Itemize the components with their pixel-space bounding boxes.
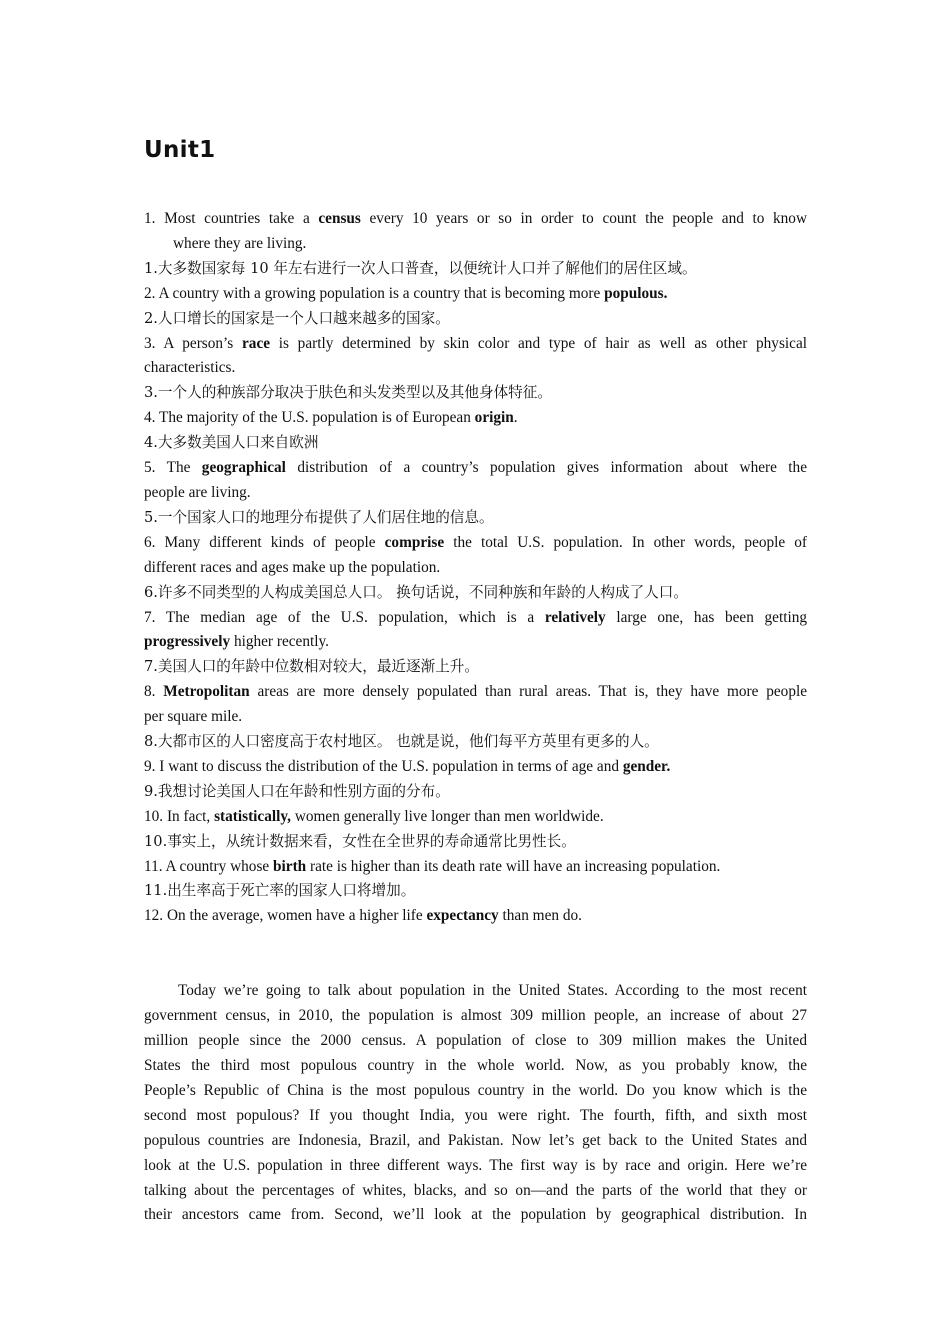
sentence-text: 11. A country whose <box>144 857 274 875</box>
chinese-translation: 6.许多不同类型的人构成美国总人口。 换句话说，不同种族和年龄的人构成了人口。 <box>144 583 688 601</box>
chinese-translation: 9.我想讨论美国人口在年龄和性别方面的分布。 <box>144 782 450 800</box>
sentence-text: 9. I want to discuss the distribution of the U.S. population in terms of age and <box>144 757 623 775</box>
english-sentence-continued: where they are living. <box>173 234 307 252</box>
english-sentence <box>144 855 807 880</box>
paragraph-line: million people since the 2000 census. A population of close to 309 million makes the United <box>144 1032 807 1050</box>
vocab-term: origin <box>474 409 514 427</box>
vocab-term: comprise <box>384 533 445 551</box>
chinese-translation: 11.出生率高于死亡率的国家人口将增加。 <box>144 882 416 900</box>
sentence-text: 7. The median age of the U.S. population, which is a <box>144 608 545 626</box>
paragraph-line: States the third most populous country in the whole world. Now, as you probably know, the <box>144 1057 807 1074</box>
chinese-translation: 5.一个国家人口的地理分布提供了人们居住地的信息。 <box>144 508 494 526</box>
sentence-text: every 10 years or so in order to count the people and to know <box>360 210 808 227</box>
english-sentence <box>144 531 807 556</box>
vocab-term: populous. <box>604 284 668 302</box>
sentence-text: the total U.S. population. In other words, people of <box>444 533 808 551</box>
english-sentence <box>144 805 807 830</box>
vocab-term: expectancy <box>426 907 499 925</box>
vocab-term: progressively <box>144 633 231 651</box>
page-title: Unit1 <box>144 137 216 163</box>
vocab-term: birth <box>273 857 307 875</box>
paragraph-line: talking about the percentages of whites, blacks, and so on—and the parts of the world that they or <box>144 1181 807 1199</box>
sentence-text: than men do. <box>498 907 582 925</box>
english-sentence <box>144 332 807 357</box>
sentence-text: large one, has been getting <box>605 608 808 626</box>
paragraph-line: Today we’re going to talk about population in the United States. According to the most recent <box>178 982 807 1000</box>
chinese-translation: 8.大都市区的人口密度高于农村地区。 也就是说，他们每平方英里有更多的人。 <box>144 733 659 751</box>
sentence-text: 4. The majority of the U.S. population is of European <box>144 409 475 427</box>
english-sentence <box>144 456 807 481</box>
paragraph-line: People’s Republic of China is the most populous country in the world. Do you know which is the <box>144 1081 807 1099</box>
chinese-translation: 7.美国人口的年龄中位数相对较大，最近逐渐上升。 <box>144 658 479 676</box>
sentence-text: 12. On the average, women have a higher life <box>144 907 427 925</box>
english-sentence <box>144 282 807 307</box>
english-sentence-continued: per square mile. <box>144 708 243 726</box>
english-sentence-continued <box>144 630 807 655</box>
chinese-translation: 4.大多数美国人口来自欧洲 <box>144 434 319 452</box>
sentence-text: 10. In fact, <box>144 807 215 825</box>
sentence-text: . <box>513 409 518 427</box>
sentence-text: 3. A person’s <box>144 334 242 352</box>
english-sentence <box>144 904 807 929</box>
sentence-text: distribution of a country’s population gives information about where the <box>285 459 807 477</box>
paragraph-line: look at the U.S. population in three different ways. The first way is by race and origin. Here we’re <box>144 1156 807 1174</box>
sentence-text: women generally live longer than men worldwide. <box>291 807 604 825</box>
english-sentence <box>144 406 807 431</box>
paragraph-line: populous countries are Indonesia, Brazil, and Pakistan. Now let’s get back to the United States and <box>144 1131 807 1149</box>
sentence-text: 1. Most countries take a <box>144 210 319 227</box>
lecture-paragraph <box>144 979 807 1228</box>
vocab-term: census <box>318 210 361 227</box>
vocab-term: Metropolitan <box>163 683 250 701</box>
vocab-term: gender. <box>622 757 671 775</box>
english-sentence-continued: characteristics. <box>144 359 236 377</box>
section-gap <box>144 929 807 979</box>
document-body <box>144 207 807 1228</box>
english-sentence <box>144 680 807 705</box>
vocab-term: statistically, <box>214 807 291 825</box>
sentence-text: 8. <box>144 683 164 701</box>
sentence-text: 2. A country with a growing population is a country that is becoming more <box>144 284 605 302</box>
english-sentence <box>144 606 807 631</box>
english-sentence-continued: people are living. <box>144 483 251 501</box>
vocab-term: relatively <box>544 608 606 626</box>
paragraph-line: government census, in 2010, the population is almost 309 million people, an increase of about 27 <box>144 1007 807 1025</box>
english-sentence-continued: different races and ages make up the population. <box>144 558 441 576</box>
paragraph-line: second most populous? If you thought India, you were right. The fourth, fifth, and sixth most <box>144 1106 807 1124</box>
chinese-translation: 1.大多数国家每 10 年左右进行一次人口普查，以便统计人口并了解他们的居住区域。 <box>144 259 697 277</box>
english-sentence <box>144 755 807 780</box>
chinese-translation: 2.人口增长的国家是一个人口越来越多的国家。 <box>144 309 450 327</box>
sentence-text: is partly determined by skin color and type of hair as well as other physical <box>270 334 807 352</box>
chinese-translation: 3.一个人的种族部分取决于肤色和头发类型以及其他身体特征。 <box>144 384 552 402</box>
sentence-text: areas are more densely populated than rural areas. That is, they have more people <box>249 683 808 701</box>
paragraph-line: their ancestors came from. Second, we’ll look at the population by geographical distribution. In <box>144 1206 807 1224</box>
sentence-text: rate is higher than its death rate will have an increasing population. <box>306 857 721 875</box>
chinese-translation: 10.事实上，从统计数据来看，女性在全世界的寿命通常比男性长。 <box>144 832 576 850</box>
sentence-text: 6. Many different kinds of people <box>144 533 385 551</box>
english-sentence <box>144 207 807 232</box>
vocab-term: geographical <box>201 459 286 477</box>
sentence-text: higher recently. <box>230 633 329 651</box>
vocab-term: race <box>242 334 271 352</box>
sentence-text: 5. The <box>144 459 202 477</box>
